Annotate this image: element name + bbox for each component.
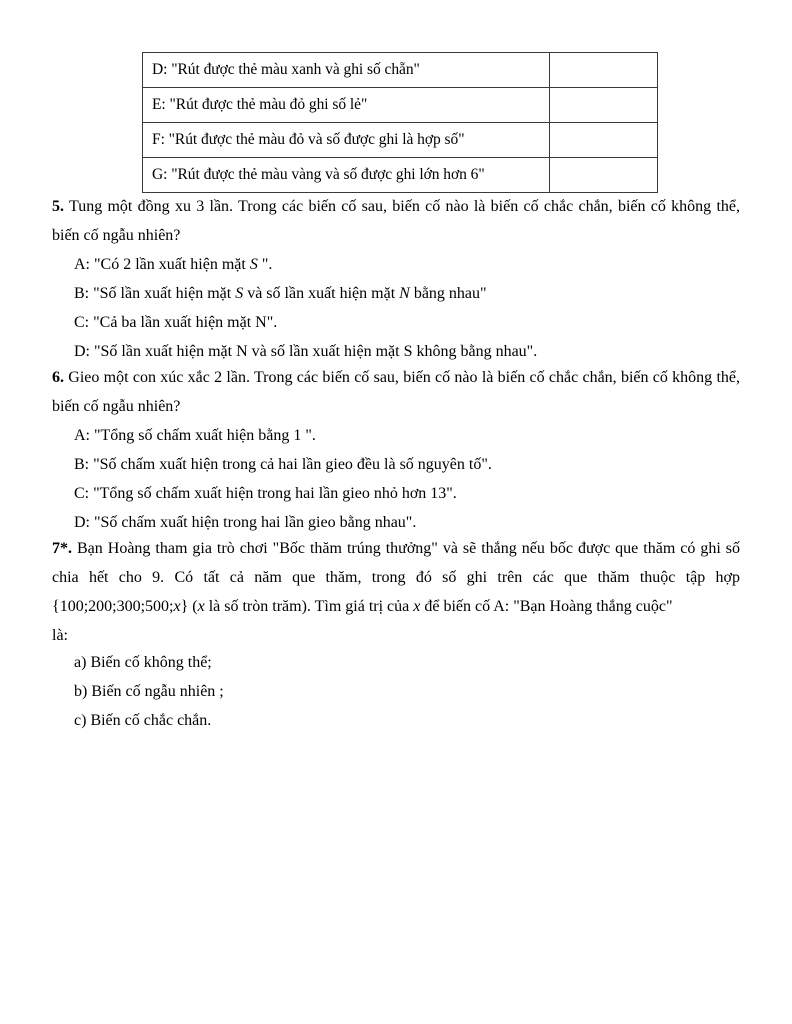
question-5-option-b [52, 279, 740, 308]
question-7-number: 7*. [52, 540, 72, 557]
option-label: D: [74, 514, 90, 531]
option-text: "Cả ba lần xuất hiện mặt N". [93, 314, 278, 331]
question-7-text-part3: để biến cố A: "Bạn Hoàng thắng cuộc" [420, 598, 673, 615]
question-6-option-a [52, 421, 740, 450]
option-text: Biến cố chắc chắn. [90, 712, 212, 729]
option-label: B: [74, 456, 90, 473]
table-row [143, 88, 658, 123]
option-label: C: [74, 314, 90, 331]
set-close-brace: } [180, 598, 189, 615]
set-open-brace: { [52, 598, 60, 615]
option-text-tail: ". [257, 256, 273, 273]
question-7-last-line: là: [52, 627, 68, 644]
question-7-text-part2: là số tròn trăm). Tìm giá trị của [204, 598, 414, 615]
math-variable-s: S [249, 256, 258, 273]
math-set-notation [52, 598, 188, 615]
option-label: b) [74, 683, 88, 700]
option-text-mid: và số lần xuất hiện mặt [243, 285, 400, 302]
event-label-cell: G: "Rút được thẻ màu vàng và số được ghi lớn hơn 6" [143, 158, 550, 193]
math-variable-x: x [173, 598, 181, 615]
event-answer-cell[interactable] [550, 53, 658, 88]
event-label-cell: E: "Rút được thẻ màu đỏ ghi số lẻ" [143, 88, 550, 123]
question-5-option-a [52, 250, 740, 279]
event-label-cell: F: "Rút được thẻ màu đỏ và số được ghi là hợp số" [143, 123, 550, 158]
math-variable-s: S [235, 285, 244, 302]
question-6-text: Gieo một con xúc xắc 2 lần. Trong các biến cố sau, biến cố nào là biến cố chắc chắn, biến cố không thể, biến cố ngẫu nhiên? [52, 369, 741, 415]
option-label: A: [74, 256, 90, 273]
option-label: C: [74, 485, 90, 502]
option-text: "Số lần xuất hiện mặt N và số lần xuất hiện mặt S không bằng nhau". [94, 343, 538, 360]
option-text-tail: bằng nhau" [409, 285, 487, 302]
paren-open: ( [192, 598, 198, 615]
question-7-option-b [52, 677, 740, 706]
event-answer-cell[interactable] [550, 123, 658, 158]
question-5-prompt [52, 192, 740, 250]
events-table [142, 52, 658, 193]
question-5-text: Tung một đồng xu 3 lần. Trong các biến cố sau, biến cố nào là biến cố chắc chắn, biến cố không thể, biến cố ngẫu nhiên? [52, 198, 741, 244]
question-7-text-part1: Bạn Hoàng tham gia trò chơi "Bốc thăm trúng thưởng" và sẽ thắng nếu bốc được que thăm có ghi số chia hết cho 9. Có tất cả năm que thăm, trong đó số ghi trên các que thăm thuộc tập hợp [52, 540, 741, 586]
math-variable-x: x [413, 598, 421, 615]
question-6-option-c [52, 479, 740, 508]
event-answer-cell[interactable] [550, 158, 658, 193]
option-text: "Tổng số chấm xuất hiện bằng 1 ". [94, 427, 316, 444]
option-text: "Tổng số chấm xuất hiện trong hai lần gieo nhỏ hơn 13". [93, 485, 457, 502]
option-text: "Số chấm xuất hiện trong cả hai lần gieo đều là số nguyên tố". [93, 456, 492, 473]
question-5-option-d [52, 337, 740, 366]
question-7-option-a [52, 648, 740, 677]
question-7-prompt [52, 534, 740, 621]
option-text: Biến cố không thể; [90, 654, 212, 671]
option-text: Biến cố ngẫu nhiên ; [91, 683, 224, 700]
question-5-block [52, 192, 740, 366]
question-7-options [52, 648, 740, 735]
question-7-block [52, 534, 740, 650]
events-table-body [143, 53, 658, 193]
question-6-option-b [52, 450, 740, 479]
option-label: D: [74, 343, 90, 360]
question-7-option-c [52, 706, 740, 735]
option-label: A: [74, 427, 90, 444]
question-5-option-c [52, 308, 740, 337]
table-row [143, 53, 658, 88]
question-6-option-d [52, 508, 740, 537]
question-5-number: 5. [52, 198, 64, 215]
table-row [143, 123, 658, 158]
option-text: "Có 2 lần xuất hiện mặt [94, 256, 250, 273]
question-6-number: 6. [52, 369, 64, 386]
event-label-cell: D: "Rút được thẻ màu xanh và ghi số chẵn" [143, 53, 550, 88]
option-label: a) [74, 654, 87, 671]
question-6-block [52, 363, 740, 537]
set-values: 100;200;300;500; [59, 598, 174, 615]
math-variable-n: N [399, 285, 410, 302]
event-answer-cell[interactable] [550, 88, 658, 123]
table-row [143, 158, 658, 193]
math-variable-x: x [197, 598, 205, 615]
option-label: c) [74, 712, 87, 729]
question-6-prompt [52, 363, 740, 421]
option-text: "Số lần xuất hiện mặt [93, 285, 236, 302]
option-label: B: [74, 285, 90, 302]
option-text: "Số chấm xuất hiện trong hai lần gieo bằng nhau". [94, 514, 417, 531]
